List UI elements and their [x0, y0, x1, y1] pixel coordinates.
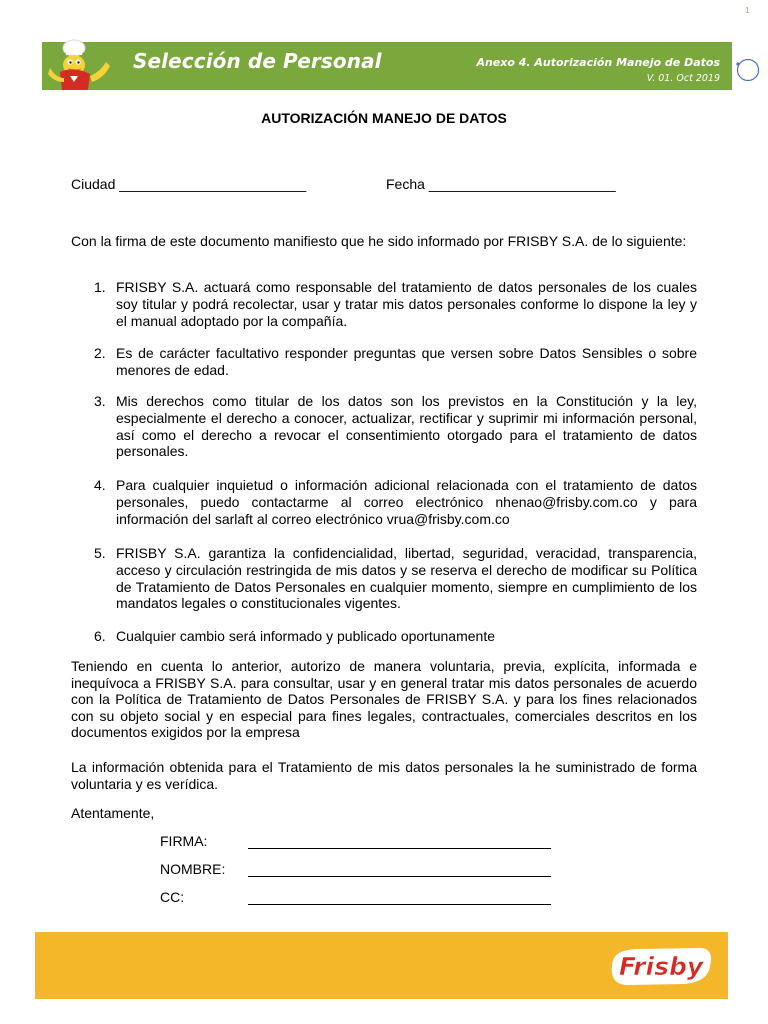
date-label: Fecha — [386, 176, 425, 192]
header-title: Selección de Personal — [133, 49, 382, 73]
list-item-number: 1. — [94, 279, 106, 295]
header-version: V. 01. Oct 2019 — [646, 73, 720, 84]
intro-paragraph: Con la firma de este documento manifiesto que he sido informado por FRISBY S.A. de lo siguiente: — [71, 233, 687, 249]
list-item — [94, 628, 697, 645]
closing-text: Atentamente, — [71, 805, 155, 821]
city-blank: ________________________ — [119, 176, 307, 192]
date-field — [386, 176, 616, 192]
list-item-number: 5. — [94, 545, 106, 561]
list-item-text: Cualquier cambio será informado y publicado oportunamente — [116, 628, 495, 644]
name-label: NOMBRE: — [160, 861, 226, 877]
circle-icon — [735, 58, 759, 82]
list-item-text: FRISBY S.A. garantiza la confidencialidad, libertad, seguridad, veracidad, transparencia, acceso y circulación restringida de mis datos y se reserva el derecho de modificar su Política de Tratamiento de Datos Personales en cualquier momento, siempre en cumplimiento de los mandatos legales o constitucionales vigentes. — [116, 545, 697, 612]
veracity-paragraph: La información obtenida para el Tratamiento de mis datos personales la he suministrado de forma voluntaria y es verídica. — [71, 759, 697, 792]
list-item-number: 4. — [94, 477, 106, 493]
city-field — [71, 176, 306, 192]
chicken-mascot-logo — [44, 38, 116, 92]
list-item-text: FRISBY S.A. actuará como responsable del tratamiento de datos personales de los cuales soy titular y podrá recolectar, usar y tratar mis datos personales conforme lo dispone la ley y el manual adoptado por la compañía. — [116, 279, 697, 329]
signature-label: FIRMA: — [160, 833, 208, 849]
id-label: CC: — [160, 889, 185, 905]
list-item — [94, 393, 697, 460]
city-label: Ciudad — [71, 176, 116, 192]
date-blank: ________________________ — [428, 176, 616, 192]
frisby-logo — [606, 944, 716, 988]
list-item — [94, 477, 697, 527]
name-line — [248, 876, 551, 877]
list-item — [94, 345, 697, 379]
list-item-text: Mis derechos como titular de los datos son los previstos en la Constitución y la ley, especialmente el derecho a conocer, actualizar, rectificar y suprimir mi información personal, así como el derecho a revocar el consentimiento otorgado para el tratamiento de datos personales. — [116, 393, 697, 460]
header-annex: Anexo 4. Autorización Manejo de Datos — [476, 56, 720, 69]
list-item-number: 2. — [94, 345, 106, 361]
list-item-number: 6. — [94, 628, 106, 644]
consent-paragraph: Teniendo en cuenta lo anterior, autorizo de manera voluntaria, previa, explícita, informada e inequívoca a FRISBY S.A. para consultar, usar y en general tratar mis datos personales de acuerdo con la Política de Tratamiento de Datos Personales de FRISBY S.A. y para los fines relacionados con su objeto social y en especial para fines legales, contractuales, comerciales descritos en los documentos exigidos por la empresa — [71, 658, 697, 741]
document-title: AUTORIZACIÓN MANEJO DE DATOS — [261, 110, 507, 126]
list-item — [94, 279, 697, 329]
page-number: 1 — [745, 6, 750, 15]
frisby-logo-text: Frisby — [618, 952, 704, 981]
list-item-text: Para cualquier inquietud o información adicional relacionada con el tratamiento de datos personales, puedo contactarme al correo electrónico nhenao@frisby.com.co y para información del sarlaft al correo electrónico vrua@frisby.com.co — [116, 477, 697, 527]
list-item-text: Es de carácter facultativo responder preguntas que versen sobre Datos Sensibles o sobre menores de edad. — [116, 345, 697, 378]
list-item-number: 3. — [94, 393, 106, 409]
id-line — [248, 904, 551, 905]
signature-line — [248, 848, 551, 849]
list-item — [94, 545, 697, 612]
